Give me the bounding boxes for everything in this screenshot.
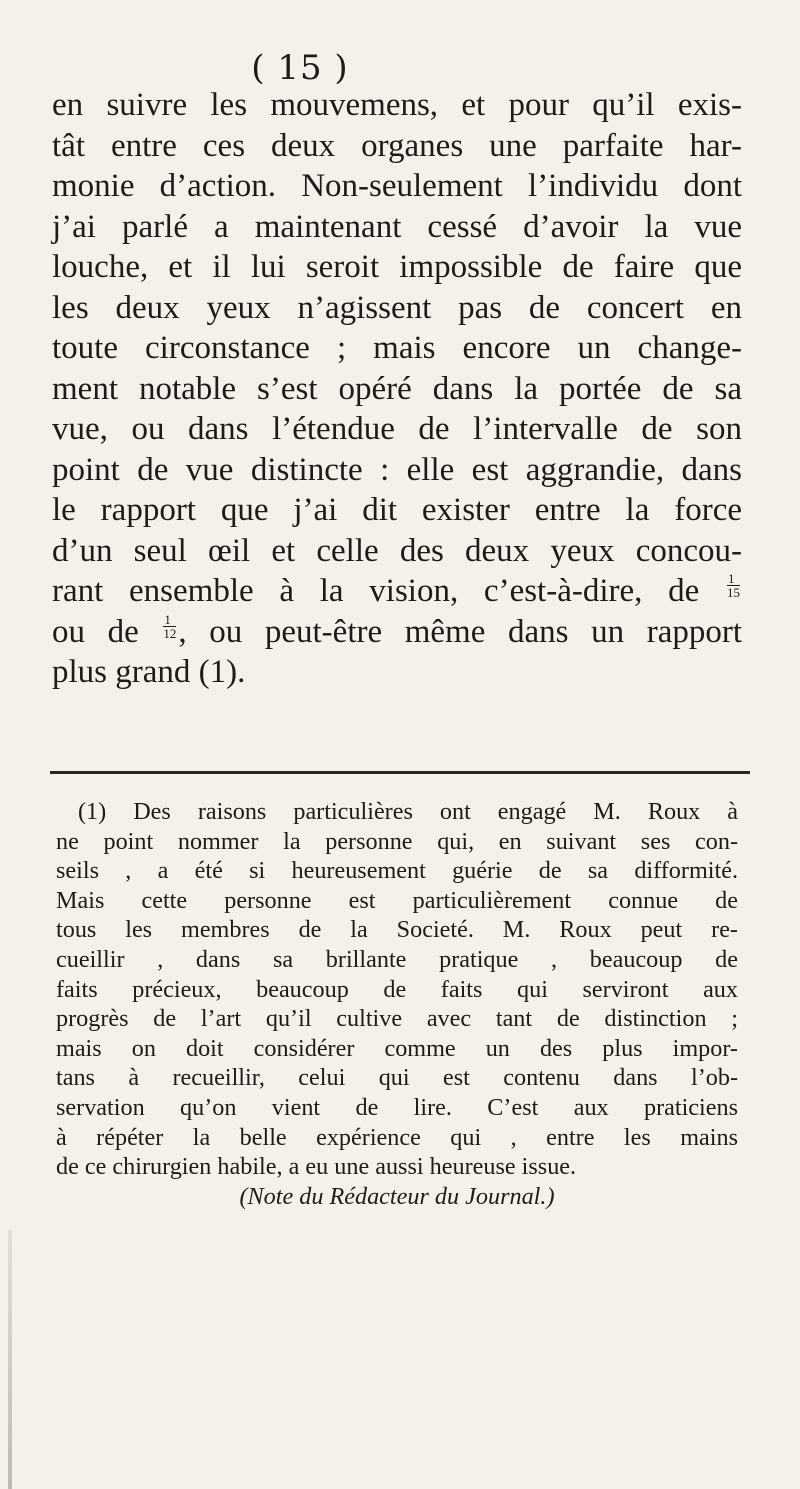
page-number: ( 15 ) [251, 48, 349, 88]
body-line: louche, et il lui seroit impossible de faire que [52, 249, 742, 285]
footnote-line: tans à recueillir, celui qui est contenu dans l’ob- [56, 1064, 738, 1092]
body-line: les deux yeux n’agissent pas de concert en [52, 289, 742, 326]
body-line: tât entre ces deux organes une parfaite har- [52, 127, 742, 164]
footnote-line: Mais cette personne est particulièrement connue de [56, 886, 738, 914]
body-line: en suivre les mouvemens, et pour qu’il exis- [52, 87, 742, 123]
body-line: vue, ou dans l’étendue de l’intervalle de son [52, 411, 742, 447]
footnote-line: servation qu’on vient de lire. C’est aux praticiens [56, 1093, 738, 1121]
body-line: toute circonstance ; mais encore un change- [52, 330, 742, 366]
footnote-line: (1) Des raisons particulières ont engagé M. Roux à [78, 798, 738, 825]
fraction-denominator: 15 [727, 585, 741, 600]
body-line-suffix: , ou peut-être même dans un rapport [178, 613, 743, 650]
body-line-with-fraction [52, 612, 742, 653]
footnote-line: à répéter la belle expérience qui , entre les mains [56, 1123, 738, 1151]
fraction-numerator: 1 [163, 613, 176, 627]
fraction-denominator: 12 [163, 625, 177, 641]
body-line-text: rant ensemble à la vision, c’est-à-dire, de [52, 573, 700, 609]
body-line: point de vue distincte : elle est aggrandie, dans [52, 451, 742, 488]
footnote-line: faits précieux, beaucoup de faits qui serviront aux [56, 975, 738, 1003]
footnote-credit: (Note du Rédacteur du Journal.) [239, 1182, 555, 1210]
footnote-line: tous les membres de la Societé. M. Roux peut re- [56, 916, 738, 944]
body-line-with-fraction [52, 571, 742, 612]
page-edge-shadow [8, 1230, 12, 1489]
body-line: le rapport que j’ai dit exister entre la force [52, 492, 742, 528]
body-line: plus grand (1). [52, 654, 246, 690]
footnote-line: ne point nommer la personne qui, en suivant ses con- [56, 827, 738, 855]
footnote-line: mais on doit considérer comme un des plus impor- [56, 1034, 738, 1062]
fraction-one-twelfth [163, 613, 176, 640]
footnote-line: progrès de l’art qu’il cultive avec tant de distinction ; [56, 1005, 738, 1033]
body-line: j’ai parlé a maintenant cessé d’avoir la vue [52, 208, 742, 245]
footnote-line: seils , a été si heureusement guérie de sa difformité. [56, 857, 738, 885]
body-line: ment notable s’est opéré dans la portée de sa [52, 370, 742, 407]
footnote [56, 797, 738, 1211]
footnote-separator-rule [50, 771, 750, 774]
footnote-line: de ce chirurgien habile, a eu une aussi heureuse issue. [56, 1153, 577, 1181]
body-line-prefix: ou de [52, 613, 139, 650]
body-line: d’un seul œil et celle des deux yeux concou- [52, 532, 742, 569]
footnote-line: cueillir , dans sa brillante pratique , beaucoup de [56, 945, 738, 973]
fraction-one-fifteenth [727, 572, 740, 599]
fraction-numerator: 1 [727, 572, 740, 586]
main-text [52, 85, 742, 693]
body-line: monie d’action. Non-seulement l’individu dont [52, 168, 742, 204]
